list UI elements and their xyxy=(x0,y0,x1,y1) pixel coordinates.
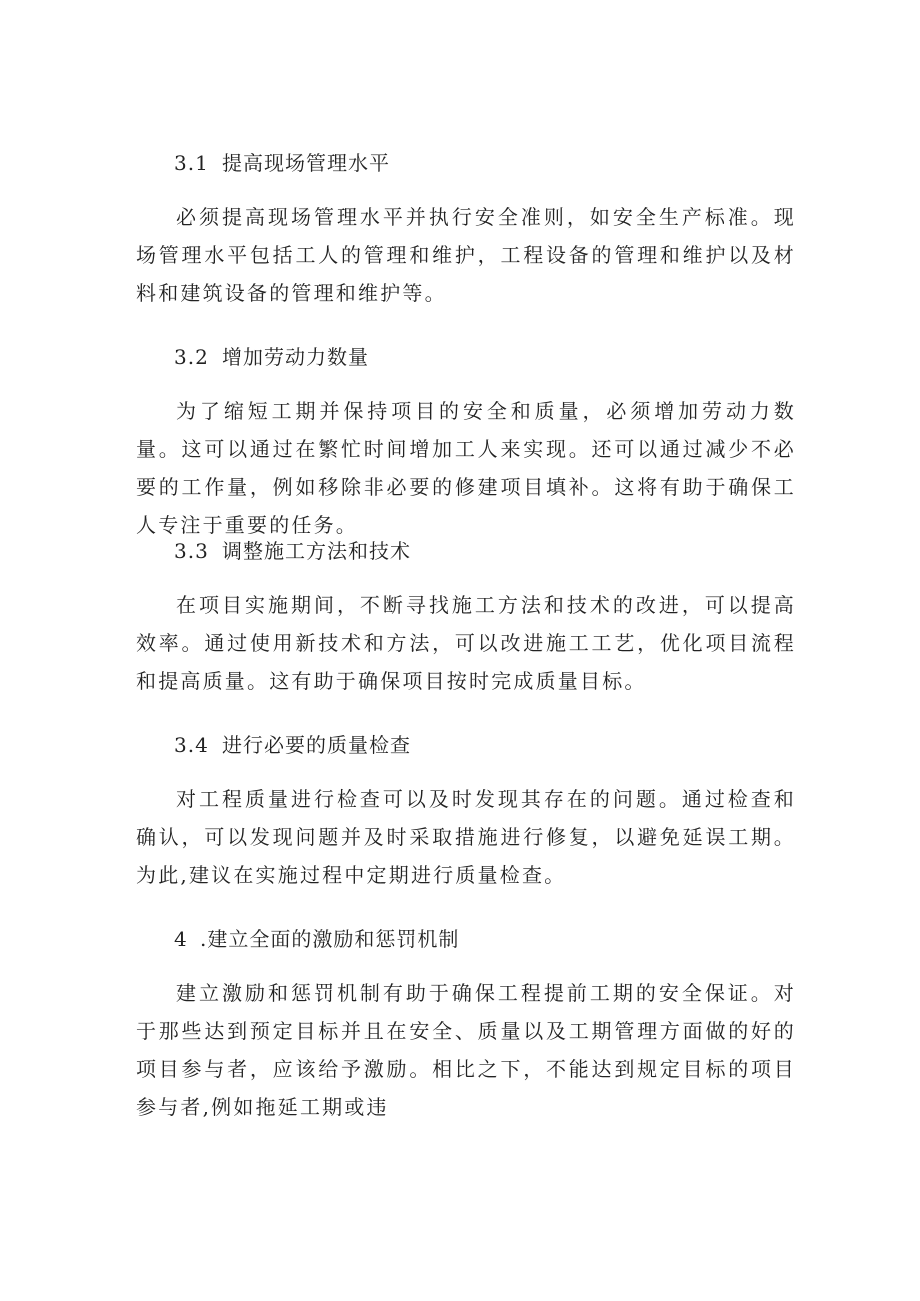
section-number: 3.1 xyxy=(174,151,209,175)
section-number: 3.4 xyxy=(174,733,209,757)
section-heading-3-3 xyxy=(174,536,794,566)
section-heading-4 xyxy=(174,924,794,954)
section-heading-3-1 xyxy=(174,148,794,178)
section-body-3-3: 在项目实施期间，不断寻找施工方法和技术的改进，可以提高效率。通过使用新技术和方法，可以改进施工工艺，优化项目流程和提高质量。这有助于确保项目按时完成质量目标。 xyxy=(136,593,796,693)
section-title: 进行必要的质量检查 xyxy=(222,733,411,757)
section-body-3-1: 必须提高现场管理水平并执行安全准则，如安全生产标准。现场管理水平包括工人的管理和维护，工程设备的管理和维护以及材料和建筑设备的管理和维护等。 xyxy=(136,205,796,305)
section-number: 3.2 xyxy=(174,345,209,369)
section-number: 4 xyxy=(174,927,188,951)
section-title: 调整施工方法和技术 xyxy=(222,539,411,563)
section-body-3-2: 为了缩短工期并保持项目的安全和质量，必须增加劳动力数量。这可以通过在繁忙时间增加工人来实现。还可以通过减少不必要的工作量，例如移除非必要的修建项目填补。这将有助于确保工人专注于重要的任务。 xyxy=(136,399,796,537)
section-body-3-4: 对工程质量进行检查可以及时发现其存在的问题。通过检查和确认，可以发现问题并及时采取措施进行修复，以避免延误工期。为此,建议在实施过程中定期进行质量检查。 xyxy=(136,787,796,887)
section-heading-3-2 xyxy=(174,342,794,372)
section-body-4: 建立激励和惩罚机制有助于确保工程提前工期的安全保证。对于那些达到预定目标并且在安全、质量以及工期管理方面做的好的项目参与者，应该给予激励。相比之下，不能达到规定目标的项目参与者,例如拖延工期或违 xyxy=(136,981,796,1119)
section-title: 增加劳动力数量 xyxy=(222,345,369,369)
section-title: .建立全面的激励和惩罚机制 xyxy=(200,927,460,951)
section-number: 3.3 xyxy=(174,539,209,563)
section-title: 提高现场管理水平 xyxy=(222,151,390,175)
section-heading-3-4 xyxy=(174,730,794,760)
